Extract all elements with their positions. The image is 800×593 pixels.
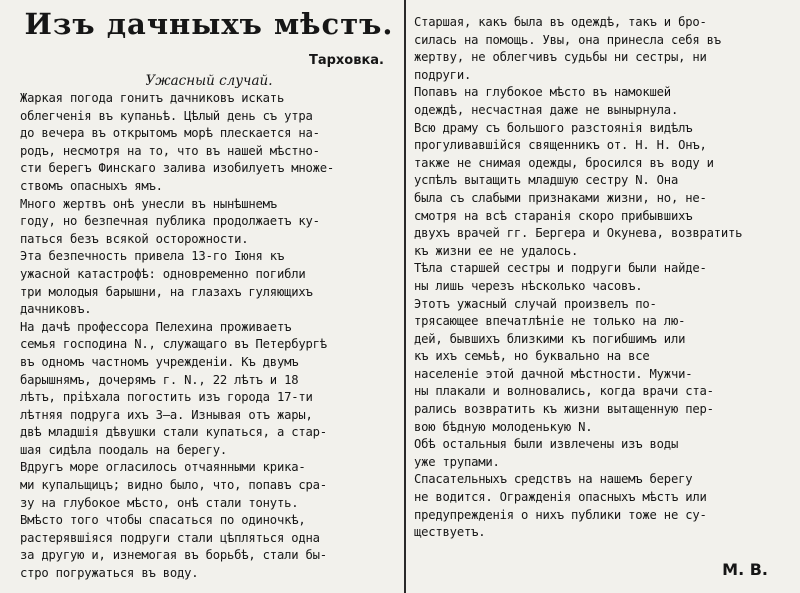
text-line: ны лишь черезъ нѣсколько часовъ.	[414, 278, 643, 293]
text-line: Обѣ остальныя были извлечены изъ воды	[414, 437, 679, 452]
article-signature: М. В.	[722, 559, 768, 579]
text-line: уже трупами.	[414, 454, 500, 469]
text-line: Много жертвъ онѣ унесли въ нынѣшнемъ	[20, 196, 277, 211]
text-line: силась на помощь. Увы, она принесла себя въ	[414, 32, 721, 47]
text-line: ми купальщицъ; видно было, что, попавъ сра-	[20, 478, 327, 493]
text-line: подруги.	[414, 67, 472, 82]
left-column-text	[20, 90, 398, 583]
text-line: семья господина N., служащаго въ Петербургѣ	[20, 337, 327, 352]
text-line: ужасной катастрофѣ: одновременно погибли	[20, 266, 306, 281]
text-line: Жаркая погода гонитъ дачниковъ искать	[20, 91, 285, 105]
text-line: одеждѣ, несчастная даже не вынырнула.	[414, 102, 679, 117]
text-line: успѣлъ вытащить младшую сестру N. Она	[414, 173, 679, 188]
text-line: къ ихъ семьѣ, но буквально на все	[414, 349, 650, 364]
text-line: растерявшіяся подруги стали цѣпляться одна	[20, 530, 320, 545]
text-line: смотря на всѣ старанія скоро прибывшихъ	[414, 208, 693, 223]
text-line: трясающее впечатлѣніе не только на лю-	[414, 314, 686, 329]
text-line: за другую и, изнемогая въ борьбѣ, стали бы-	[20, 548, 327, 563]
right-column	[414, 0, 794, 593]
text-line: населеніе этой дачной мѣстности. Мужчи-	[414, 366, 693, 381]
text-line: Старшая, какъ была въ одеждѣ, такъ и бро-	[414, 15, 707, 29]
text-line: стро погружаться въ воду.	[20, 566, 199, 581]
text-line: паться безъ всякой осторожности.	[20, 231, 249, 246]
text-line: дачниковъ.	[20, 302, 92, 317]
text-line: сти берегъ Финскаго залива изобилуетъ множе-	[20, 161, 335, 176]
text-line: не водится. Огражденія опасныхъ мѣстъ или	[414, 490, 707, 505]
text-line: облегченія въ купаньѣ. Цѣлый день съ утра	[20, 108, 313, 123]
text-line: дей, бывшихъ близкими къ погибшимъ или	[414, 331, 686, 346]
text-line: Эта безпечность привела 13-го Іюня къ	[20, 249, 285, 264]
text-line: въ одномъ частномъ учрежденіи. Къ двумъ	[20, 354, 299, 369]
text-line: предупрежденія о нихъ публики тоже не су-	[414, 507, 707, 522]
left-column	[20, 0, 398, 593]
text-line: На дачѣ профессора Пелехина проживаетъ	[20, 319, 292, 334]
text-line: до вечера въ открытомъ морѣ плескается на-	[20, 126, 320, 141]
text-line: жертву, не облегчивъ судьбы ни сестры, ни	[414, 50, 707, 65]
text-line: ствомъ опасныхъ ямъ.	[20, 178, 163, 193]
text-line: барышнямъ, дочерямъ г. N., 22 лѣтъ и 18	[20, 372, 299, 387]
text-line: прогуливавшійся священникъ от. Н. Н. Онъ,	[414, 138, 707, 153]
text-line: три молодыя барышни, на глазахъ гуляющихъ	[20, 284, 313, 299]
text-line: Спасательныхъ средствъ на нашемъ берегу	[414, 472, 693, 487]
text-line: ществуетъ.	[414, 525, 486, 540]
text-line: лѣтняя подруга ихъ З—а. Изнывая отъ жары,	[20, 407, 313, 422]
text-line: была съ слабыми признаками жизни, но, не-	[414, 190, 707, 205]
text-line: вою бѣдную молоденькую N.	[414, 419, 593, 434]
text-line: къ жизни ее не удалось.	[414, 243, 579, 258]
text-line: Вдругъ море огласилось отчаянными крика-	[20, 460, 306, 475]
text-line: Тѣла старшей сестры и подруги были найде-	[414, 261, 707, 276]
text-line: двѣ младшія дѣвушки стали купаться, а стар-	[20, 425, 327, 440]
text-line: Попавъ на глубокое мѣсто въ намокшей	[414, 85, 671, 100]
text-line: родъ, несмотря на то, что въ нашей мѣстно-	[20, 143, 320, 158]
text-line: лѣтъ, пріѣхала погостить изъ города 17-ти	[20, 390, 313, 405]
article-title: Изъ дачныхъ мѣстъ.	[24, 7, 394, 41]
text-line: ны плакали и волновались, когда врачи ста-	[414, 384, 714, 399]
text-line: рались возвратить къ жизни вытащенную пер-	[414, 402, 714, 417]
text-line: также не снимая одежды, бросился въ воду и	[414, 155, 714, 170]
column-divider	[404, 0, 406, 593]
text-line: Вмѣсто того чтобы спасаться по одиночкѣ,	[20, 513, 306, 528]
text-line: Этотъ ужасный случай произвелъ по-	[414, 296, 657, 311]
text-line: зу на глубокое мѣсто, онѣ стали тонуть.	[20, 495, 299, 510]
article-location: Тарховка.	[308, 53, 384, 68]
text-line: Всю драму съ большого разстоянія видѣлъ	[414, 120, 693, 135]
right-column-text	[414, 14, 794, 542]
article-subtitle: Ужасный случай.	[145, 73, 273, 89]
text-line: двухъ врачей гг. Бергера и Окунева, возвратить	[414, 226, 743, 241]
text-line: году, но безпечная публика продолжаетъ ку-	[20, 214, 320, 229]
text-line: шая сидѣла поодаль на берегу.	[20, 442, 227, 457]
